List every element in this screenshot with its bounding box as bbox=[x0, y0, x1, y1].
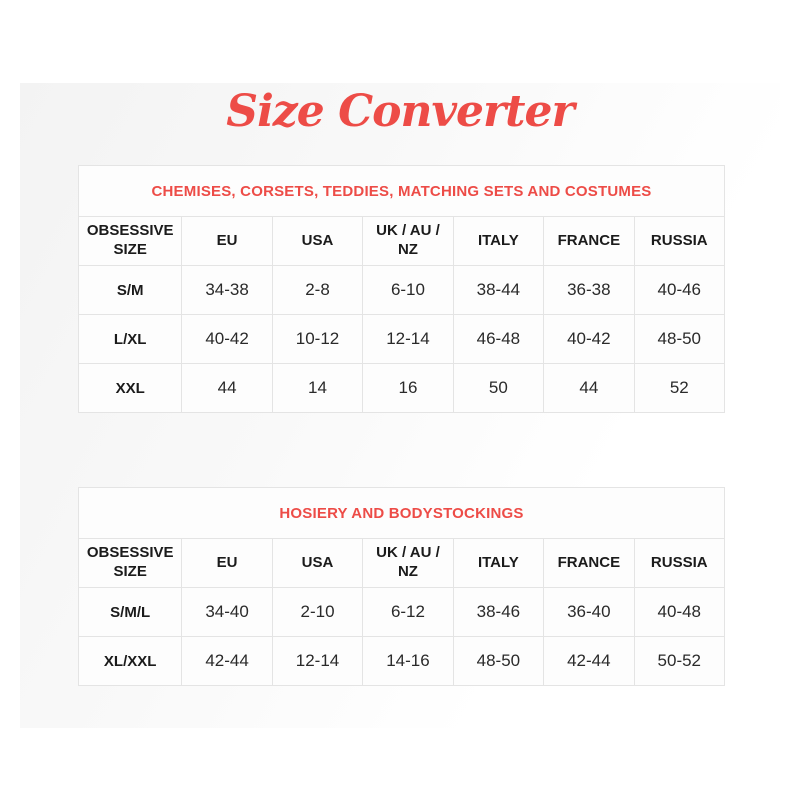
size-value: 10-12 bbox=[272, 315, 362, 364]
size-value: 48-50 bbox=[634, 315, 724, 364]
size-value: 40-42 bbox=[182, 315, 272, 364]
size-value: 2-8 bbox=[272, 266, 362, 315]
column-header: USA bbox=[272, 539, 362, 588]
size-value: 40-48 bbox=[634, 588, 724, 637]
size-value: 14-16 bbox=[363, 637, 453, 686]
size-value: 52 bbox=[634, 364, 724, 413]
column-header: EU bbox=[182, 217, 272, 266]
size-value: 6-12 bbox=[363, 588, 453, 637]
table-title: CHEMISES, CORSETS, TEDDIES, MATCHING SETS AND COSTUMES bbox=[79, 166, 725, 217]
size-value: 44 bbox=[182, 364, 272, 413]
table-title-row bbox=[79, 166, 725, 217]
obsessive-size-label: XXL bbox=[79, 364, 182, 413]
size-value: 36-40 bbox=[544, 588, 634, 637]
obsessive-size-label: L/XL bbox=[79, 315, 182, 364]
size-value: 42-44 bbox=[544, 637, 634, 686]
column-header: UK / AU / NZ bbox=[363, 217, 453, 266]
table-header-row bbox=[79, 539, 725, 588]
size-value: 38-44 bbox=[453, 266, 543, 315]
column-header: UK / AU / NZ bbox=[363, 539, 453, 588]
column-header: EU bbox=[182, 539, 272, 588]
column-header: RUSSIA bbox=[634, 217, 724, 266]
size-value: 34-40 bbox=[182, 588, 272, 637]
size-value: 6-10 bbox=[363, 266, 453, 315]
column-header: OBSESSIVE SIZE bbox=[79, 539, 182, 588]
table-row bbox=[79, 266, 725, 315]
size-value: 14 bbox=[272, 364, 362, 413]
table-row bbox=[79, 315, 725, 364]
size-value: 44 bbox=[544, 364, 634, 413]
table-title-row bbox=[79, 488, 725, 539]
size-value: 48-50 bbox=[453, 637, 543, 686]
size-value: 16 bbox=[363, 364, 453, 413]
table-title: HOSIERY AND BODYSTOCKINGS bbox=[79, 488, 725, 539]
table-header-row bbox=[79, 217, 725, 266]
size-value: 36-38 bbox=[544, 266, 634, 315]
column-header: USA bbox=[272, 217, 362, 266]
obsessive-size-label: S/M/L bbox=[79, 588, 182, 637]
column-header: FRANCE bbox=[544, 217, 634, 266]
size-value: 12-14 bbox=[272, 637, 362, 686]
table-row bbox=[79, 364, 725, 413]
size-value: 50 bbox=[453, 364, 543, 413]
obsessive-size-label: S/M bbox=[79, 266, 182, 315]
size-value: 42-44 bbox=[182, 637, 272, 686]
obsessive-size-label: XL/XXL bbox=[79, 637, 182, 686]
hosiery-bodystockings-size-table bbox=[78, 487, 725, 686]
size-value: 40-46 bbox=[634, 266, 724, 315]
page-title: Size Converter bbox=[226, 86, 574, 137]
size-value: 40-42 bbox=[544, 315, 634, 364]
size-value: 38-46 bbox=[453, 588, 543, 637]
size-value: 46-48 bbox=[453, 315, 543, 364]
column-header: FRANCE bbox=[544, 539, 634, 588]
size-value: 34-38 bbox=[182, 266, 272, 315]
size-value: 12-14 bbox=[363, 315, 453, 364]
table-row bbox=[79, 637, 725, 686]
size-value: 2-10 bbox=[272, 588, 362, 637]
size-value: 50-52 bbox=[634, 637, 724, 686]
column-header: ITALY bbox=[453, 217, 543, 266]
chemises-corsets-size-table bbox=[78, 165, 725, 413]
column-header: RUSSIA bbox=[634, 539, 724, 588]
column-header: OBSESSIVE SIZE bbox=[79, 217, 182, 266]
table-row bbox=[79, 588, 725, 637]
column-header: ITALY bbox=[453, 539, 543, 588]
